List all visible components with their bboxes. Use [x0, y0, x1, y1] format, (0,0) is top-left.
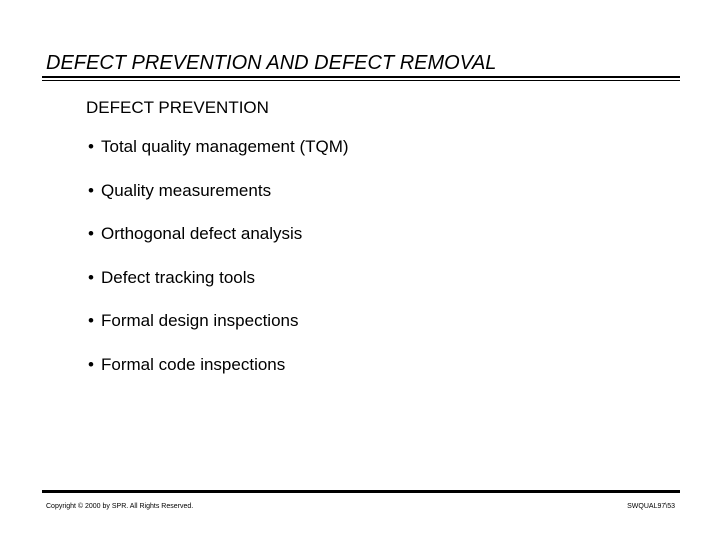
bullet-icon: • [88, 267, 94, 287]
bullet-item [88, 181, 349, 225]
bullet-text: Defect tracking tools [101, 267, 256, 287]
bullet-item [88, 268, 349, 312]
bullet-icon: • [88, 180, 94, 200]
bullet-item [88, 311, 349, 355]
bullet-icon: • [88, 354, 94, 374]
footer-divider [42, 490, 680, 493]
bullet-text: Formal code inspections [101, 354, 286, 374]
bullet-item [88, 137, 349, 181]
title-divider-thick [42, 76, 680, 78]
bullet-text: Quality measurements [101, 180, 272, 200]
bullet-icon: • [88, 224, 94, 244]
footer-copyright: Copyright © 2000 by SPR. All Rights Reserved. [46, 503, 194, 510]
bullet-list [88, 137, 349, 399]
title-divider-thin [42, 80, 680, 81]
bullet-item [88, 355, 349, 399]
bullet-text: Orthogonal defect analysis [101, 224, 303, 244]
bullet-item [88, 224, 349, 268]
section-heading: DEFECT PREVENTION [86, 98, 269, 117]
slide-title: DEFECT PREVENTION AND DEFECT REMOVAL [46, 52, 497, 74]
bullet-text: Total quality management (TQM) [101, 137, 349, 156]
footer-slide-code: SWQUAL97\53 [627, 503, 675, 510]
bullet-text: Formal design inspections [101, 311, 299, 331]
bullet-icon: • [88, 137, 94, 156]
bullet-icon: • [88, 311, 94, 331]
